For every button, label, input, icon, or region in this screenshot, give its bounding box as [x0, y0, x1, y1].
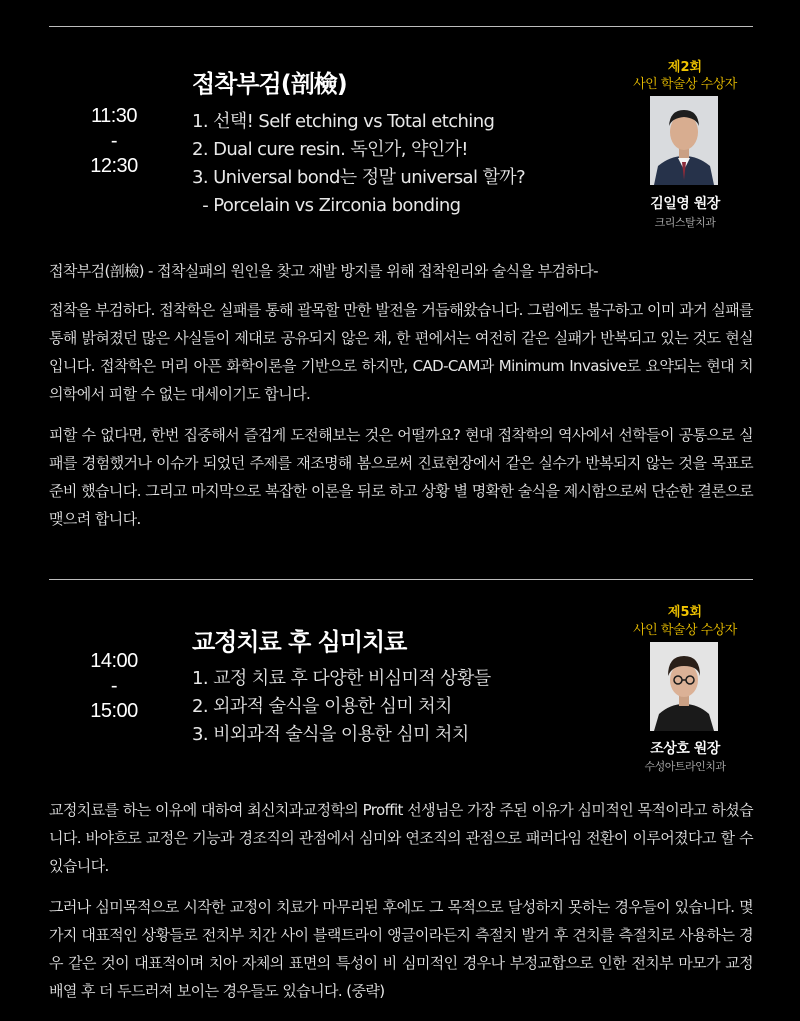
time-start: 11:30	[90, 105, 138, 127]
topic-item: 2. 외과적 술식을 이용한 심미 처치	[192, 696, 452, 717]
award-name: 사인 학술상 수상자	[633, 77, 737, 92]
speaker-name: 김일영 원장	[650, 196, 720, 212]
award-edition: 제2회	[667, 60, 703, 75]
speaker-portrait-icon	[650, 96, 718, 185]
speaker-photo	[650, 642, 718, 731]
time-end: 15:00	[90, 700, 138, 722]
speaker-clinic: 수성아트라인치과	[644, 760, 726, 773]
divider	[49, 26, 753, 27]
topic-list	[192, 665, 491, 749]
time-start: 14:00	[90, 650, 138, 672]
speaker-photo	[650, 96, 718, 185]
topic-item: 2. Dual cure resin. 독인가, 약인가!	[192, 139, 468, 160]
topic-item: - Porcelain vs Zirconia bonding	[192, 195, 461, 216]
award-edition: 제5회	[667, 605, 703, 620]
body-paragraph: 교정치료를 하는 이유에 대하여 최신치과교정학의 Proffit 선생님은 가장 주된 이유가 심미적인 목적이라고 하셨습니다. 바야흐로 교정은 기능과 경조직의 관점에서 심미와 연조직의 관점으로 패러다임 전환이 이루어졌다고 할 수 있습니다.	[49, 801, 753, 875]
body-paragraph: 그러나 심미목적으로 시작한 교정이 치료가 마무리된 후에도 그 목적으로 달성하지 못하는 경우들이 있습니다. 몇 가지 대표적인 상황들로 전치부 치간 사이 블랙트라이 앵글이라든지 측절치 발거 후 견치를 측절치로 사용하는 경우 같은 것이 대표적이며 치아 자체의 표면의 특성이 비 심미적인 경우나 부정교합으로 인한 전치부 마모가 교정 배열 후 더 두드러져 보이는 경우들도 있습니다. (중략)	[49, 898, 753, 1000]
speaker-portrait-icon	[650, 642, 718, 731]
topic-list	[192, 108, 525, 220]
topic-item: 1. 선택! Self etching vs Total etching	[192, 111, 495, 132]
session-time	[70, 104, 158, 179]
award-name: 사인 학술상 수상자	[633, 623, 737, 638]
session-title: 교정치료 후 심미치료	[192, 628, 407, 656]
speaker-clinic: 크리스탈치과	[654, 216, 716, 229]
body-paragraph: 피할 수 없다면, 한번 집중해서 즐겁게 도전해보는 것은 어떨까요? 현대 접착학의 역사에서 선학들이 공통으로 실패를 경험했거나 이슈가 되었던 주제를 재조명해 봄으로써 진료현장에서 같은 실수가 반복되지 않는 것을 목표로 준비 했습니다. 그리고 마지막으로 복잡한 이론을 뒤로 하고 상황 별 명확한 술식을 제시함으로써 단순한 결론으로 맺으려 합니다.	[49, 426, 753, 528]
topic-item: 1. 교정 치료 후 다양한 비심미적 상황들	[192, 668, 491, 689]
time-end: 12:30	[90, 155, 138, 177]
time-separator: -	[110, 130, 118, 152]
speaker-name: 조상호 원장	[650, 741, 720, 757]
session-time	[70, 649, 158, 724]
time-separator: -	[110, 675, 118, 697]
body-paragraph: 접착부검(剖檢) - 접착실패의 원인을 찾고 재발 방지를 위해 접착원리와 술식을 부검하다-	[49, 262, 598, 280]
session-title: 접착부검(剖檢)	[192, 70, 347, 98]
topic-item: 3. Universal bond는 정말 universal 할까?	[192, 167, 526, 188]
body-paragraph: 접착을 부검하다. 접착학은 실패를 통해 괄목할 만한 발전을 거듭해왔습니다. 그럼에도 불구하고 이미 과거 실패를 통해 밝혀졌던 많은 사실들이 제대로 공유되지 않은 채, 한 편에서는 여전히 같은 실패가 반복되고 있는 것도 현실입니다. 접착학은 머리 아픈 화학이론을 기반으로 하지만, CAD-CAM과 Minimum Invasive로 요약되는 현대 치의학에서 피할 수 없는 대세이기도 합니다.	[49, 301, 753, 403]
divider	[49, 579, 753, 580]
session-2	[0, 560, 800, 1021]
topic-item: 3. 비외과적 술식을 이용한 심미 처치	[192, 724, 469, 745]
